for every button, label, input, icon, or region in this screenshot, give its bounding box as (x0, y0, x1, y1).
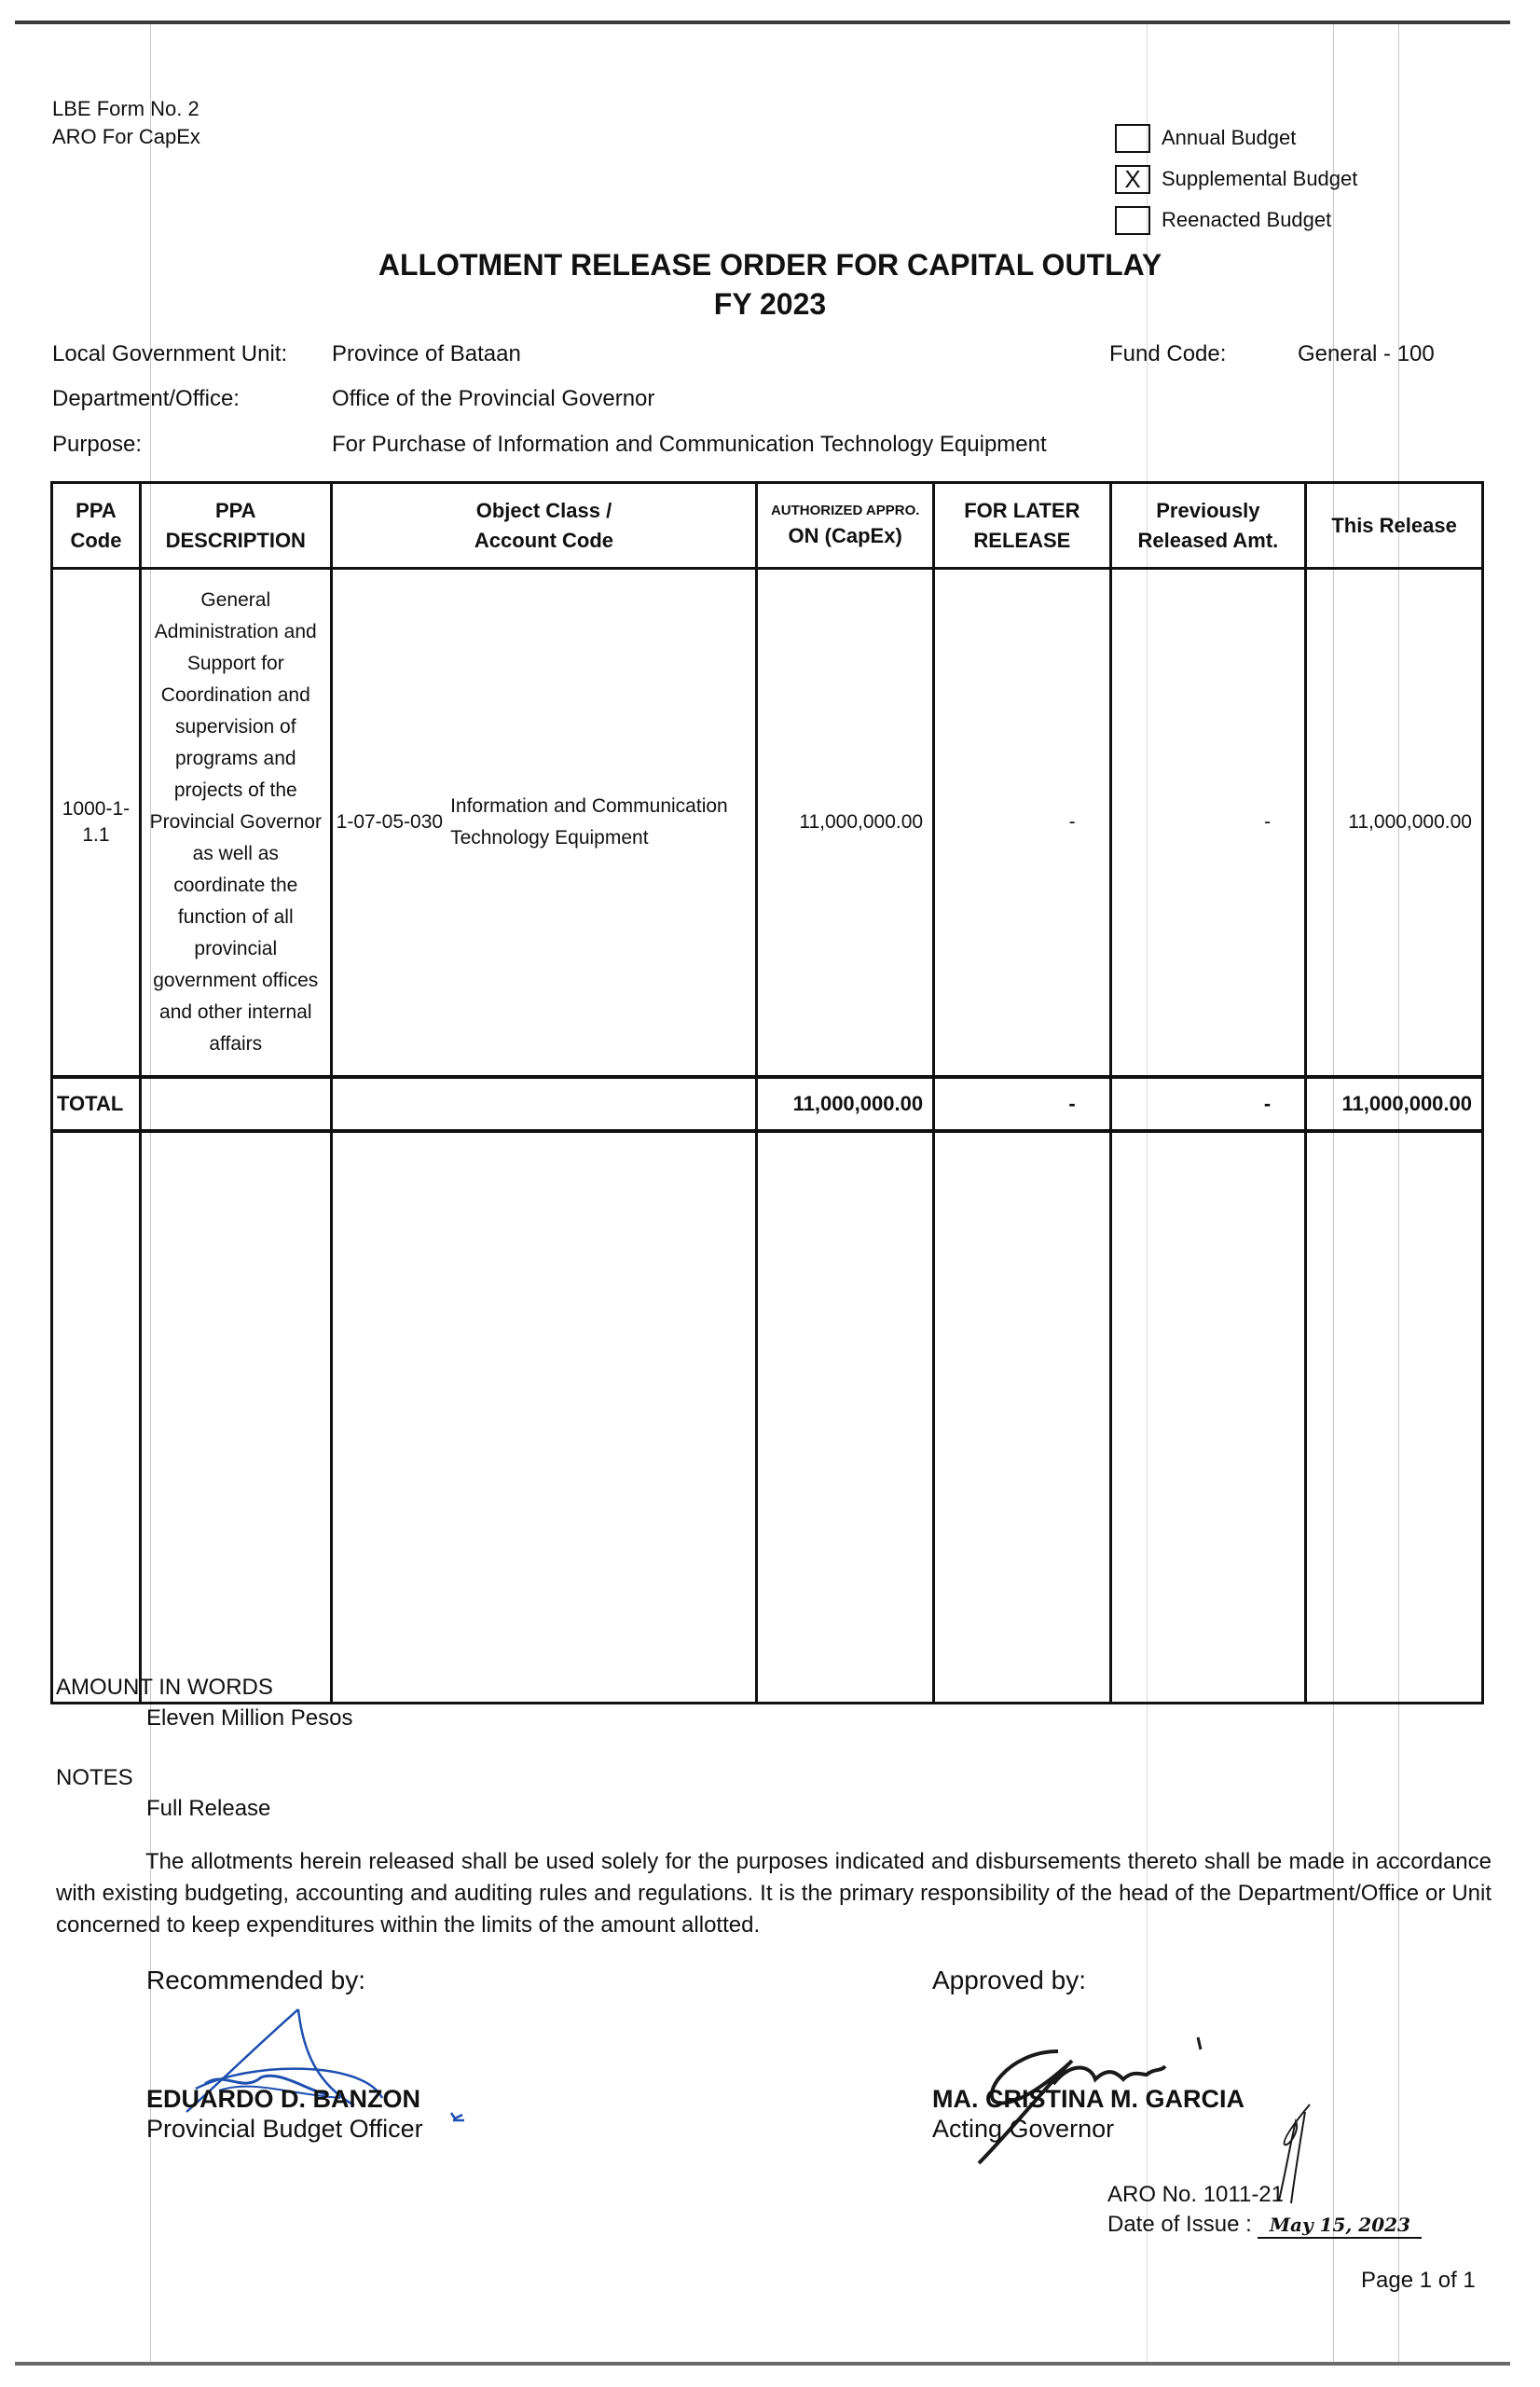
cell-previously-released: - (1110, 569, 1306, 1077)
date-of-issue-value: May 15, 2023 (1258, 2213, 1422, 2239)
department-label: Department/Office: (52, 386, 240, 411)
amount-in-words-value: Eleven Million Pesos (146, 1705, 353, 1731)
budget-option-annual[interactable] (1115, 117, 1357, 159)
cell-object-class (331, 569, 757, 1077)
recommended-by-name: EDUARDO D. BANZON (146, 2085, 420, 2113)
total-empty-cell (140, 1077, 331, 1131)
table-blank-row (52, 1131, 1483, 1704)
cell-for-later-release: - (934, 569, 1111, 1077)
disclaimer-text: The allotments herein released shall be used solely for the purposes indicated and disbursements thereto shall be made in accordance with existing budgeting, accounting and auditing rules and regulations. It is the primary responsibility of the head of the Department/Office or Unit concerned to keep expenditures within the limits of the amount allotted. (56, 1849, 1492, 1938)
approved-by-name: MA. CRISTINA M. GARCIA (932, 2085, 1244, 2113)
aro-number: ARO No. 1011-21 (1107, 2182, 1284, 2207)
blank-cell (1110, 1131, 1306, 1704)
lgu-value: Province of Bataan (332, 341, 521, 366)
approved-by-heading: Approved by: (932, 1966, 1086, 1994)
blank-cell (52, 1131, 141, 1704)
total-empty-cell (331, 1077, 757, 1131)
notes-label: NOTES (56, 1765, 133, 1790)
header-object-class: Object Class / Account Code (331, 483, 757, 569)
object-class-name: Information and Communication Technology Equipment (450, 794, 728, 849)
budget-option-reenacted[interactable] (1115, 200, 1357, 241)
cell-authorized-appropriation: 11,000,000.00 (757, 569, 934, 1077)
label-annual-budget: Annual Budget (1162, 126, 1297, 149)
checkbox-annual-budget[interactable] (1115, 124, 1150, 153)
allotment-table (50, 481, 1484, 1704)
approved-by-position: Acting Governor (932, 2115, 1115, 2143)
amount-in-words-label: AMOUNT IN WORDS (56, 1675, 273, 1700)
aro-number-value: 1011-21 (1203, 2182, 1284, 2207)
purpose-value: For Purchase of Information and Communication Technology Equipment (332, 432, 1047, 457)
total-authorized-appropriation: 11,000,000.00 (757, 1077, 934, 1131)
form-identifier (52, 95, 200, 151)
aro-info (1107, 2180, 1422, 2240)
page-bottom-border (15, 2362, 1510, 2366)
fiscal-year: FY 2023 (713, 287, 827, 321)
recommended-by-position: Provincial Budget Officer (146, 2115, 423, 2143)
header-this-release: This Release (1306, 483, 1483, 569)
blank-cell (934, 1131, 1111, 1704)
total-label: TOTAL (52, 1077, 141, 1131)
account-code: 1-07-05-030 (336, 810, 444, 833)
budget-option-supplemental[interactable] (1115, 159, 1357, 200)
page-top-border (15, 21, 1510, 24)
label-reenacted-budget: Reenacted Budget (1162, 208, 1332, 231)
blank-cell (331, 1131, 757, 1704)
header-previously-released: Previously Released Amt. (1110, 483, 1306, 569)
notes-value: Full Release (146, 1796, 271, 1821)
header-ppa-description: PPA DESCRIPTION (140, 483, 331, 569)
table-total-row (52, 1077, 1483, 1131)
fund-code-label: Fund Code: (1109, 341, 1227, 366)
blank-cell (1306, 1131, 1483, 1704)
table-row (52, 569, 1483, 1077)
checkbox-supplemental-budget[interactable]: X (1115, 165, 1150, 194)
form-type: ARO For CapEx (52, 125, 200, 148)
fund-code-value: General - 100 (1298, 341, 1435, 366)
initial-mark (447, 2109, 468, 2126)
blank-cell (757, 1131, 934, 1704)
total-previously-released: - (1110, 1077, 1306, 1131)
total-this-release: 11,000,000.00 (1306, 1077, 1483, 1131)
page-number: Page 1 of 1 (1361, 2268, 1476, 2293)
blank-cell (140, 1131, 331, 1704)
date-of-issue: Date of Issue : May 15, 2023 (1107, 2210, 1422, 2240)
header-for-later-release: FOR LATER RELEASE (934, 483, 1111, 569)
checkbox-reenacted-budget[interactable] (1115, 206, 1150, 235)
cell-this-release: 11,000,000.00 (1306, 569, 1483, 1077)
header-ppa-code: PPA Code (52, 483, 141, 569)
total-for-later-release: - (934, 1077, 1111, 1131)
recommended-by-heading: Recommended by: (146, 1966, 366, 1994)
department-value: Office of the Provincial Governor (332, 386, 655, 411)
table-header-row (52, 483, 1483, 569)
form-number: LBE Form No. 2 (52, 97, 199, 120)
cell-ppa-description: General Administration and Support for Coordination and supervision of programs and projects of the Provincial Governor as well as coordinate the function of all provincial government offices and other internal affairs (140, 569, 331, 1077)
label-supplemental-budget: Supplemental Budget (1162, 167, 1358, 190)
document-title: ALLOTMENT RELEASE ORDER FOR CAPITAL OUTLAY (378, 248, 1162, 282)
cell-ppa-code: 1000-1- 1.1 (52, 569, 141, 1077)
purpose-label: Purpose: (52, 432, 143, 457)
header-authorized-appropriation: AUTHORIZED APPRO. ON (CapEx) (757, 483, 934, 569)
budget-type-options (1115, 117, 1357, 241)
lgu-label: Local Government Unit: (52, 341, 288, 366)
